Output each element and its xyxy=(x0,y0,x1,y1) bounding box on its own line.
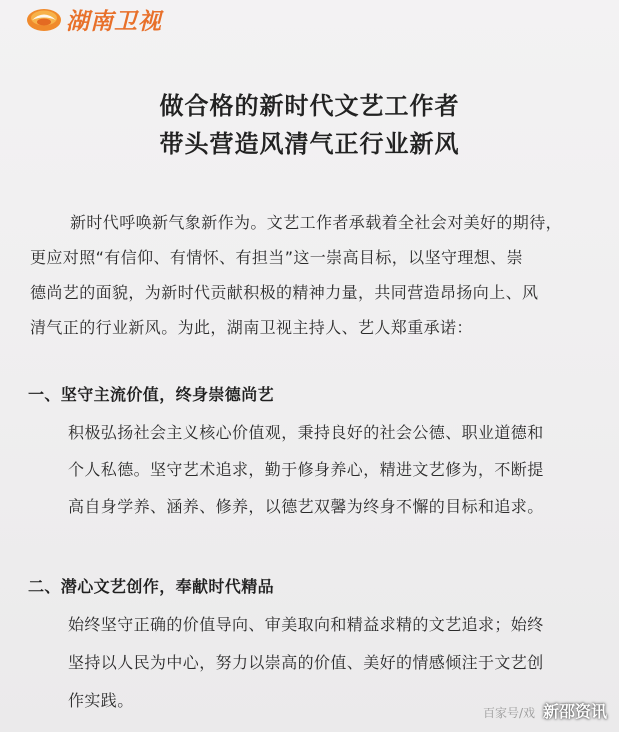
section-1-heading: 一、坚守主流价值，终身崇德尚艺 xyxy=(28,385,275,404)
section-1-line-2: 个人私德。坚守艺术追求，勤于修身养心，精进文艺修为，不断提 xyxy=(68,460,544,479)
logo-text: 湖南卫视 xyxy=(66,8,162,35)
watermark-source: 百家号/戏 xyxy=(482,706,535,720)
watermark xyxy=(483,699,607,722)
section-1-line-3: 高自身学养、涵养、修养，以德艺双馨为终身不懈的目标和追求。 xyxy=(68,497,544,516)
intro-line-4: 清气正的行业新风。为此，湖南卫视主持人、艺人郑重承诺： xyxy=(30,318,473,337)
section-2-line-2: 坚持以人民为中心，努力以崇高的价值、美好的情感倾注于文艺创 xyxy=(68,653,544,672)
section-2-line-3: 作实践。 xyxy=(68,691,134,710)
intro-line-2: 更应对照“有信仰、有情怀、有担当”这一崇高目标，以坚守理想、崇 xyxy=(30,248,523,267)
mango-logo-icon xyxy=(26,6,62,32)
title-line-2: 带头营造风清气正行业新风 xyxy=(159,130,460,158)
title-line-1: 做合格的新时代文艺工作者 xyxy=(159,92,460,120)
hunan-tv-logo xyxy=(26,4,162,34)
section-2-heading: 二、潜心文艺创作，奉献时代精品 xyxy=(28,577,275,596)
section-1-line-1: 积极弘扬社会主义核心价值观，秉持良好的社会公德、职业道德和 xyxy=(68,423,544,442)
intro-line-3: 德尚艺的面貌，为新时代贡献积极的精神力量，共同营造昂扬向上、风 xyxy=(30,283,539,302)
watermark-brand: 新邵资讯 xyxy=(542,702,607,721)
section-2-line-1: 始终坚守正确的价值导向、审美取向和精益求精的文艺追求；始终 xyxy=(68,615,544,634)
intro-line-1: 新时代呼唤新气象新作为。文艺工作者承载着全社会对美好的期待， xyxy=(70,213,563,232)
